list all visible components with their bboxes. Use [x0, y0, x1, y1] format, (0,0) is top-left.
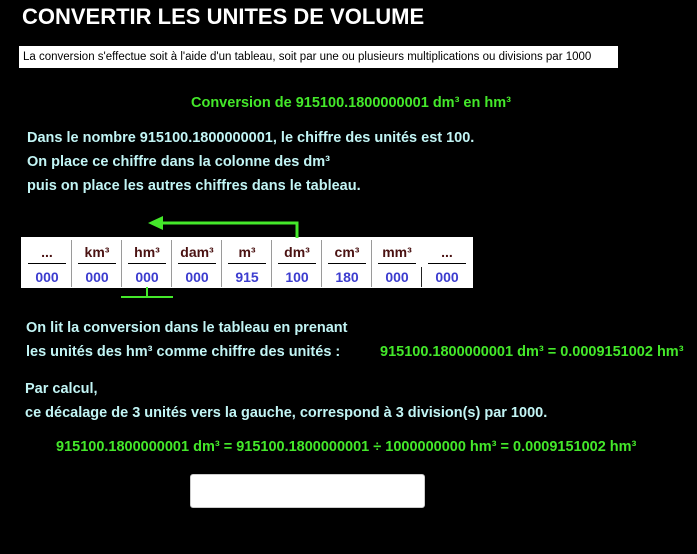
column-digits: 000	[85, 269, 109, 285]
shift-left-arrow	[160, 223, 297, 238]
table-column	[22, 238, 72, 289]
column-divider-line	[378, 263, 416, 264]
explanation-line-1: Dans le nombre 915100.1800000001, le chiffre des unités est 100.	[27, 130, 475, 146]
table-column	[422, 238, 472, 289]
column-unit-label: ...	[41, 244, 53, 260]
column-digits: 000	[135, 269, 159, 285]
table-column	[72, 238, 122, 289]
reading-result: 915100.1800000001 dm³ = 0.0009151002 hm³	[380, 344, 684, 360]
column-unit-label: m³	[238, 244, 256, 260]
column-unit-label: cm³	[334, 244, 360, 260]
column-divider-line	[228, 263, 266, 264]
page-title: CONVERTIR LES UNITES DE VOLUME	[22, 4, 425, 29]
table-column	[272, 238, 322, 289]
calculation-line-2: ce décalage de 3 unités vers la gauche, correspond à 3 division(s) par 1000.	[25, 405, 548, 421]
subtitle-banner: La conversion s'effectue soit à l'aide d'un tableau, soit par une ou plusieurs multiplications ou divisions par 1000	[19, 46, 618, 68]
column-digits: 180	[335, 269, 359, 285]
column-unit-label: mm³	[382, 244, 412, 260]
column-digits: 000	[35, 269, 59, 285]
column-unit-label: ...	[441, 244, 453, 260]
column-digits: 915	[235, 269, 259, 285]
table-column	[172, 238, 222, 289]
table-column	[222, 238, 272, 289]
table-column	[322, 238, 372, 289]
reading-line-1: On lit la conversion dans le tableau en prenant	[26, 320, 348, 336]
column-unit-label: dm³	[284, 244, 310, 260]
calculation-line-1: Par calcul,	[25, 381, 98, 397]
answer-input[interactable]	[190, 474, 425, 508]
column-divider-line	[428, 263, 466, 264]
explanation-line-3: puis on place les autres chiffres dans le tableau.	[27, 178, 361, 194]
column-divider-line	[128, 263, 166, 264]
column-divider-line	[78, 263, 116, 264]
column-divider-line	[328, 263, 366, 264]
column-digits: 000	[435, 269, 459, 285]
calculation-result: 915100.1800000001 dm³ = 915100.1800000001 ÷ 1000000000 hm³ = 0.0009151002 hm³	[56, 439, 637, 455]
column-divider-line	[28, 263, 66, 264]
column-unit-label: hm³	[134, 244, 160, 260]
column-divider-line	[278, 263, 316, 264]
column-digits: 100	[285, 269, 309, 285]
conversion-table	[21, 237, 473, 288]
table-column	[372, 238, 422, 289]
reading-line-2: les unités des hm³ comme chiffre des unités :	[26, 344, 341, 360]
column-unit-label: km³	[84, 244, 110, 260]
arrow-head-icon	[148, 216, 163, 230]
column-unit-label: dam³	[180, 244, 214, 260]
column-digits: 000	[185, 269, 209, 285]
column-divider-line	[178, 263, 216, 264]
conversion-heading: Conversion de 915100.1800000001 dm³ en hm³	[191, 95, 511, 111]
table-column	[122, 238, 172, 289]
column-digits: 000	[385, 269, 409, 285]
explanation-line-2: On place ce chiffre dans la colonne des dm³	[27, 154, 330, 170]
